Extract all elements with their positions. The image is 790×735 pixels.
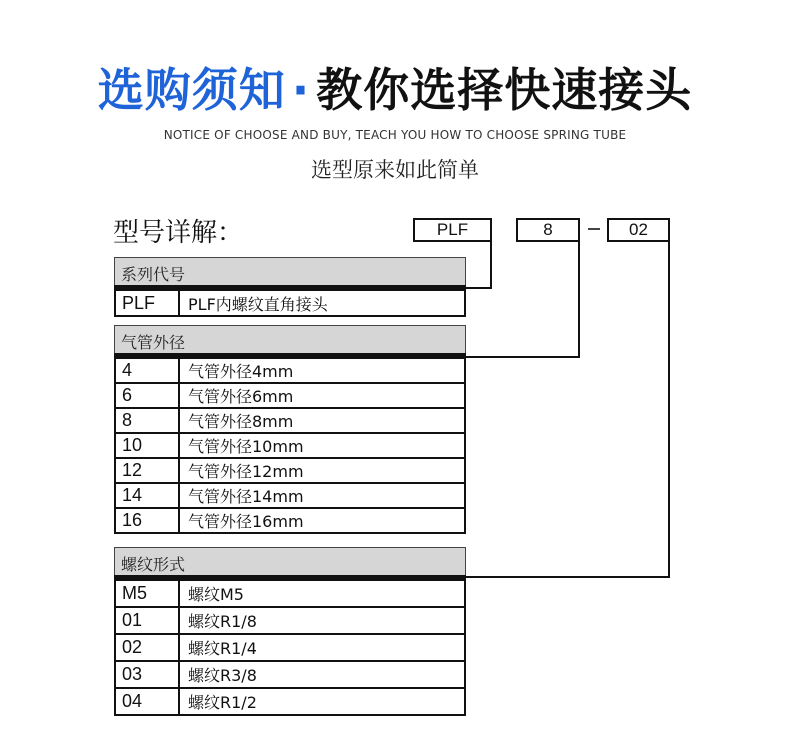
title-main: 教你选择快速接头 bbox=[316, 63, 693, 117]
series-section-label: 系列代号 bbox=[121, 265, 186, 284]
tube-od-section-header bbox=[114, 325, 466, 355]
page-title bbox=[0, 58, 790, 122]
row-description: 气管外径4mm bbox=[188, 362, 294, 381]
connector-thread-horizontal bbox=[466, 576, 670, 578]
row-description: 气管外径10mm bbox=[188, 437, 304, 456]
thread-table bbox=[114, 581, 466, 716]
row-code: 03 bbox=[116, 662, 180, 687]
series-table bbox=[114, 291, 466, 317]
table-row bbox=[114, 459, 466, 484]
row-code: 01 bbox=[116, 608, 180, 633]
page-subtitle: NOTICE OF CHOOSE AND BUY, TEACH YOU HOW TO CHOOSE SPRING TUBE bbox=[163, 128, 627, 142]
connector-series-horizontal bbox=[466, 287, 492, 289]
connector-tube-horizontal bbox=[466, 356, 580, 358]
connector-series-vertical bbox=[490, 241, 492, 289]
row-code: 10 bbox=[116, 434, 180, 457]
row-description: PLF内螺纹直角接头 bbox=[188, 294, 328, 314]
code-box-thread: 02 bbox=[607, 218, 670, 242]
row-code: PLF bbox=[116, 291, 180, 315]
table-row bbox=[114, 359, 466, 384]
table-row bbox=[114, 689, 466, 716]
connector-thread-vertical bbox=[668, 241, 670, 578]
table-row bbox=[114, 581, 466, 608]
row-code: 04 bbox=[116, 689, 180, 714]
thread-section-header bbox=[114, 547, 466, 577]
table-row bbox=[114, 662, 466, 689]
row-code: 6 bbox=[116, 384, 180, 407]
row-description: 螺纹M5 bbox=[188, 585, 244, 604]
table-row bbox=[114, 509, 466, 534]
code-box-series: PLF bbox=[413, 218, 492, 242]
table-row bbox=[114, 434, 466, 459]
row-code: 4 bbox=[116, 359, 180, 382]
tube-od-table bbox=[114, 359, 466, 534]
row-description: 气管外径14mm bbox=[188, 487, 304, 506]
row-code: 12 bbox=[116, 459, 180, 482]
tube-od-section-label: 气管外径 bbox=[121, 333, 186, 352]
row-code: 8 bbox=[116, 409, 180, 432]
table-row bbox=[114, 635, 466, 662]
row-description: 气管外径8mm bbox=[188, 412, 294, 431]
series-section-header bbox=[114, 257, 466, 287]
page-tagline: 选型原来如此简单 bbox=[311, 158, 479, 182]
row-description: 气管外径12mm bbox=[188, 462, 304, 481]
table-row bbox=[114, 608, 466, 635]
title-highlight: 选购须知 bbox=[97, 63, 286, 117]
row-description: 螺纹R1/2 bbox=[188, 693, 257, 712]
row-description: 气管外径16mm bbox=[188, 512, 304, 531]
row-description: 螺纹R1/4 bbox=[188, 639, 257, 658]
table-row bbox=[114, 384, 466, 409]
table-row bbox=[114, 291, 466, 317]
code-dash bbox=[588, 228, 600, 230]
table-row bbox=[114, 409, 466, 434]
row-description: 气管外径6mm bbox=[188, 387, 294, 406]
row-code: 16 bbox=[116, 509, 180, 532]
row-description: 螺纹R1/8 bbox=[188, 612, 257, 631]
model-breakdown-title: 型号详解： bbox=[113, 218, 244, 248]
table-row bbox=[114, 484, 466, 509]
row-code: 14 bbox=[116, 484, 180, 507]
row-description: 螺纹R3/8 bbox=[188, 666, 257, 685]
title-separator: · bbox=[291, 63, 311, 117]
code-box-tube-od: 8 bbox=[516, 218, 580, 242]
thread-section-label: 螺纹形式 bbox=[121, 555, 186, 574]
connector-tube-vertical bbox=[578, 241, 580, 358]
row-code: M5 bbox=[116, 581, 180, 606]
row-code: 02 bbox=[116, 635, 180, 660]
